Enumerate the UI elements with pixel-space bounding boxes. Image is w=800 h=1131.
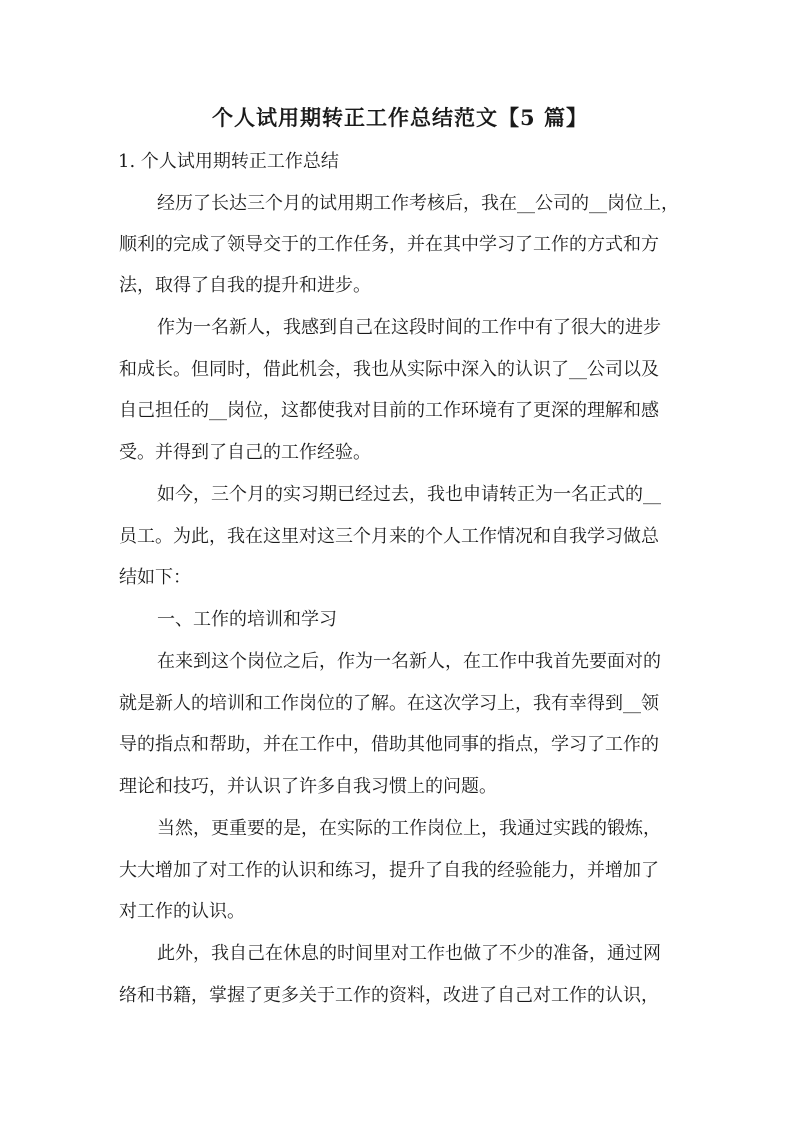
body-line: 如今，三个月的实习期已经过去，我也申请转正为一名正式的__ <box>157 484 661 505</box>
body-line: 大大增加了对工作的认识和练习，提升了自我的经验能力，并增加了 <box>119 860 659 881</box>
body-line: 作为一名新人，我感到自己在这段时间的工作中有了很大的进步 <box>157 317 661 338</box>
body-line: 在来到这个岗位之后，作为一名新人，在工作中我首先要面对的 <box>157 651 661 672</box>
document-title: 个人试用期转正工作总结范文【5 篇】 <box>212 105 588 130</box>
body-line: 结如下： <box>119 567 191 588</box>
body-line: 受。并得到了自己的工作经验。 <box>119 442 371 463</box>
body-line: 此外，我自己在休息的时间里对工作也做了不少的准备，通过网 <box>157 943 661 964</box>
section-heading: 1. 个人试用期转正工作总结 <box>118 151 339 172</box>
body-line: 员工。为此，我在这里对这三个月来的个人工作情况和自我学习做总 <box>119 526 659 547</box>
body-line: 理论和技巧，并认识了许多自我习惯上的问题。 <box>119 776 497 797</box>
body-line: 导的指点和帮助，并在工作中，借助其他同事的指点，学习了工作的 <box>119 734 659 755</box>
body-line: 对工作的认识。 <box>119 901 245 922</box>
subsection-heading: 一、工作的培训和学习 <box>157 609 337 630</box>
body-line: 经历了长达三个月的试用期工作考核后，我在__公司的__岗位上， <box>157 193 679 214</box>
body-line: 当然，更重要的是，在实际的工作岗位上，我通过实践的锻炼， <box>157 818 661 839</box>
body-line: 络和书籍，掌握了更多关于工作的资料，改进了自己对工作的认识， <box>119 985 659 1006</box>
body-line: 自己担任的__岗位，这都使我对目前的工作环境有了更深的理解和感 <box>119 400 659 421</box>
body-line: 和成长。但同时，借此机会，我也从实际中深入的认识了__公司以及 <box>119 359 659 380</box>
body-line: 就是新人的培训和工作岗位的了解。在这次学习上，我有幸得到__领 <box>119 693 659 714</box>
body-line: 顺利的完成了领导交于的工作任务，并在其中学习了工作的方式和方 <box>119 234 659 255</box>
body-line: 法，取得了自我的提升和进步。 <box>119 275 371 296</box>
